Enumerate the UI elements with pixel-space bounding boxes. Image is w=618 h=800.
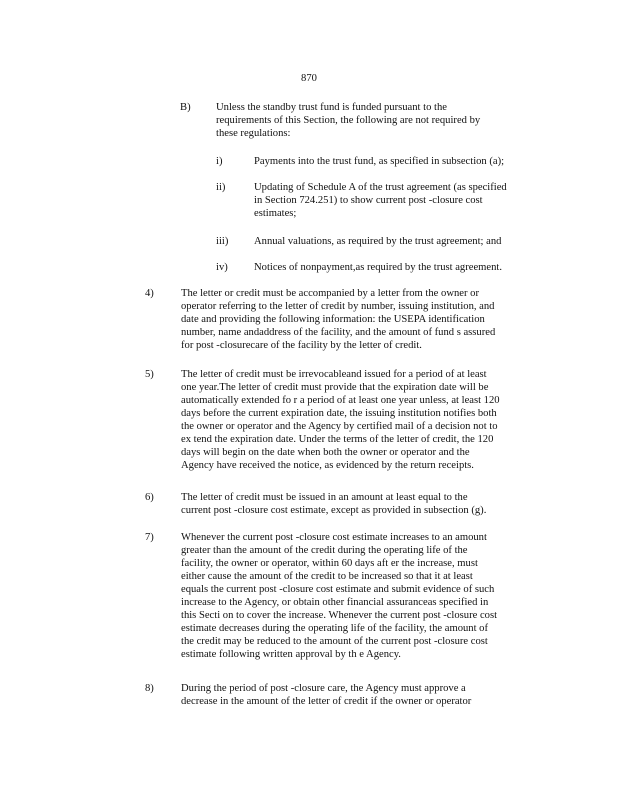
paragraph-8-text (181, 682, 541, 708)
text-line: days before the current expiration date, the issuing institution notifies both (181, 408, 497, 419)
text-line: number, name andaddress of the facility, and the amount of fund s assured (181, 327, 496, 338)
text-line: Unless the standby trust fund is funded pursuant to the (216, 102, 447, 113)
subsection-iii-text (254, 235, 534, 248)
text-line: in Section 724.251) to show current post -closure cost (254, 195, 483, 206)
text-line: Annual valuations, as required by the trust agreement; and (254, 236, 502, 247)
text-line: Whenever the current post -closure cost estimate increases to an amount (181, 532, 487, 543)
paragraph-7-text (181, 531, 541, 661)
text-line: The letter of credit must be irrevocableand issued for a period of at least (181, 369, 487, 380)
text-line: The letter of credit must be issued in an amount at least equal to the (181, 492, 468, 503)
subsection-i-label: i) (216, 156, 223, 167)
paragraph-6-text (181, 491, 541, 517)
text-line: current post -closure cost estimate, except as provided in subsection (g). (181, 505, 487, 516)
subsection-iii-label: iii) (216, 236, 229, 247)
text-line: During the period of post -closure care, the Agency must approve a (181, 683, 466, 694)
text-line: operator referring to the letter of credit by number, issuing institution, and (181, 301, 495, 312)
text-line: the owner or operator and the Agency by certified mail of a decision not to (181, 421, 498, 432)
text-line: estimate decreases during the operating life of the facility, the amount of (181, 623, 489, 634)
paragraph-5-text (181, 368, 541, 472)
paragraph-8-label: 8) (145, 683, 154, 694)
text-line: estimates; (254, 208, 297, 219)
page-number: 870 (301, 73, 317, 84)
text-line: decrease in the amount of the letter of credit if the owner or operator (181, 696, 472, 707)
paragraph-4-text (181, 287, 541, 352)
text-line: Notices of nonpayment,as required by the trust agreement. (254, 262, 502, 273)
text-line: Payments into the trust fund, as specified in subsection (a); (254, 156, 505, 167)
text-line: one year.The letter of credit must provide that the expiration date will be (181, 382, 489, 393)
text-line: for post -closurecare of the facility by the letter of credit. (181, 340, 422, 351)
text-line: The letter or credit must be accompanied by a letter from the owner or (181, 288, 479, 299)
text-line: date and providing the following information: the USEPA identification (181, 314, 485, 325)
text-line: greater than the amount of the credit during the operating life of the (181, 545, 468, 556)
section-b-text (216, 101, 516, 140)
section-b-label: B) (180, 102, 191, 113)
text-line: automatically extended fo r a period of at least one year unless, at least 120 (181, 395, 500, 406)
subsection-ii-text (254, 181, 534, 220)
paragraph-5-label: 5) (145, 369, 154, 380)
text-line: these regulations: (216, 128, 291, 139)
text-line: ex tend the expiration date. Under the terms of the letter of credit, the 120 (181, 434, 494, 445)
paragraph-4-label: 4) (145, 288, 154, 299)
text-line: either cause the amount of the credit to be increased so that it at least (181, 571, 473, 582)
text-line: increase to the Agency, or obtain other financial assuranceas specified in (181, 597, 489, 608)
text-line: this Secti on to cover the increase. Whenever the current post -closure cost (181, 610, 498, 621)
subsection-ii-label: ii) (216, 182, 226, 193)
text-line: requirements of this Section, the following are not required by (216, 115, 481, 126)
subsection-iv-label: iv) (216, 262, 228, 273)
subsection-i-text (254, 155, 534, 168)
text-line: Updating of Schedule A of the trust agreement (as specified (254, 182, 507, 193)
text-line: estimate following written approval by th e Agency. (181, 649, 401, 660)
text-line: days will begin on the date when both the owner or operator and the (181, 447, 470, 458)
paragraph-7-label: 7) (145, 532, 154, 543)
text-line: Agency have received the notice, as evidenced by the return receipts. (181, 460, 474, 471)
paragraph-6-label: 6) (145, 492, 154, 503)
text-line: equals the current post -closure cost estimate and submit evidence of such (181, 584, 495, 595)
text-line: the credit may be reduced to the amount of the current post -closure cost (181, 636, 488, 647)
text-line: facility, the owner or operator, within 60 days aft er the increase, must (181, 558, 478, 569)
subsection-iv-text (254, 261, 534, 274)
